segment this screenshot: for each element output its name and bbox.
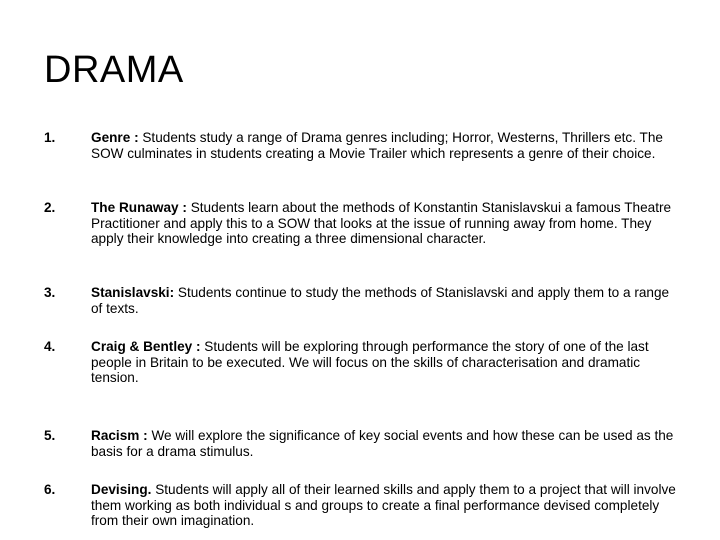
item-heading: Devising. [91,482,152,497]
item-number: 3. [44,285,56,300]
item-description: We will explore the significance of key social events and how these can be used as the basis for a drama stimulus. [91,428,674,459]
item-heading: Racism : [91,428,148,443]
item-description: Students will be exploring through performance the story of one of the last people in Britain to be executed. We will focus on the skills of characterisation and dramatic tension. [91,339,649,386]
item-number: 1. [44,130,56,145]
item-description: Students will apply all of their learned skills and apply them to a project that will involve them working as both individual s and groups to create a final performance devised completely from their own imagination. [91,482,676,529]
item-text [91,285,681,316]
item-text [91,482,681,529]
item-number: 5. [44,428,56,443]
item-number: 6. [44,482,56,497]
item-description: Students learn about the methods of Konstantin Stanislavskui a famous Theatre Practitioner and apply this to a SOW that looks at the issue of running away from home. They apply their knowledge into creating a three dimensional character. [91,200,672,247]
item-text [91,428,681,459]
item-text [91,200,681,247]
item-heading: The Runaway : [91,200,187,215]
item-description: Students continue to study the methods of Stanislavski and apply them to a range of texts. [91,285,670,316]
item-text [91,339,681,386]
item-heading: Stanislavski: [91,285,175,300]
item-number: 2. [44,200,56,215]
item-number: 4. [44,339,56,354]
item-heading: Genre : [91,130,139,145]
page-title: DRAMA [44,49,184,91]
item-description: Students study a range of Drama genres including; Horror, Westerns, Thrillers etc. The SOW culminates in students creating a Movie Trailer which represents a genre of their choice. [91,130,663,161]
item-heading: Craig & Bentley : [91,339,201,354]
item-text [91,130,681,161]
